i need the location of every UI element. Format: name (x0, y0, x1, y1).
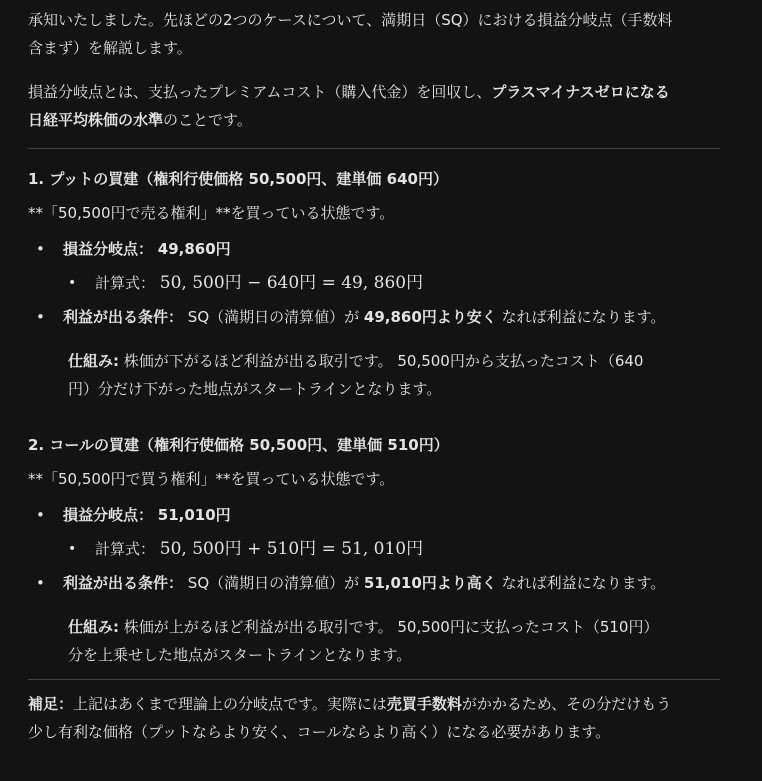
definition-text-a: 損益分岐点とは、支払ったプレミアムコスト（購入代金）を回収し、 (28, 83, 492, 101)
put-condition-text-a: SQ（満期日の清算値）が (187, 308, 360, 326)
put-breakeven-value: 49,860円 (157, 240, 231, 258)
call-mechanism-line-1 (68, 613, 720, 641)
put-condition-emphasis: 49,860円より安く (363, 308, 497, 326)
put-mechanism-line-1 (68, 347, 720, 375)
supplement-line-1 (28, 690, 720, 718)
put-condition-item (28, 303, 720, 331)
put-mechanism-label: 仕組み: (68, 352, 119, 370)
intro-line-2: 含まず）を解説します。 (28, 39, 192, 57)
put-calc-item (28, 269, 720, 297)
call-note: **「50,500円で買う権利」**を買っている状態です。 (28, 470, 395, 488)
call-mechanism-text-1: 株価が上がるほど利益が出る取引です。 50,500円に支払ったコスト（510円） (123, 618, 659, 636)
supplement-text-c: がかかるため、その分だけもう (461, 695, 672, 713)
supplement-label: 補足： (28, 695, 74, 713)
definition-line-1 (28, 78, 720, 106)
call-condition-text-c: なれば利益になります。 (501, 574, 666, 592)
supplement-text-a: 上記はあくまで理論上の分岐点です。実際には (73, 695, 387, 713)
put-condition-label: 利益が出る条件： (63, 308, 184, 326)
definition-emphasis-a: プラスマイナスゼロになる (491, 83, 670, 101)
call-calc-item (28, 535, 720, 563)
call-heading: 2. コールの買建（権利行使価格 50,500円、建単価 510円） (28, 436, 449, 454)
put-note: **「50,500円で売る権利」**を買っている状態です。 (28, 204, 395, 222)
call-calc-formula: 50, 500円 + 510円 = 51, 010円 (159, 539, 424, 559)
definition-line-2 (28, 106, 720, 134)
call-condition-label: 利益が出る条件： (63, 574, 184, 592)
put-calc-formula: 50, 500円 − 640円 = 49, 860円 (159, 273, 424, 293)
put-heading: 1. プットの買建（権利行使価格 50,500円、建単価 640円） (28, 170, 448, 188)
response-content (28, 6, 720, 746)
call-calc-label: 計算式： (95, 540, 156, 558)
call-mechanism-label: 仕組み: (68, 618, 119, 636)
put-condition-text-c: なれば利益になります。 (501, 308, 666, 326)
call-breakeven-value: 51,010円 (157, 506, 231, 524)
call-breakeven-label: 損益分岐点： (63, 506, 154, 524)
put-breakeven-item (28, 235, 720, 263)
supplement-line-2: 少し有利な価格（プットならより安く、コールならより高く）になる必要があります。 (28, 723, 611, 741)
intro-paragraph (28, 6, 720, 62)
put-calc-label: 計算式： (95, 274, 156, 292)
definition-text-b: のことです。 (163, 111, 252, 129)
call-breakeven-item (28, 501, 720, 529)
definition-emphasis-b: 日経平均株価の水準 (28, 111, 164, 129)
put-mechanism (28, 347, 720, 403)
call-condition-emphasis: 51,010円より高く (363, 574, 497, 592)
definition-paragraph (28, 78, 720, 134)
put-breakeven-label: 損益分岐点： (63, 240, 154, 258)
call-mechanism-line-2: 分を上乗せした地点がスタートラインとなります。 (68, 646, 412, 664)
call-condition-item (28, 569, 720, 597)
put-mechanism-text-1: 株価が下がるほど利益が出る取引です。 50,500円から支払ったコスト（640 (123, 352, 644, 370)
supplement-paragraph (28, 690, 720, 746)
intro-line-1: 承知いたしました。先ほどの2つのケースについて、満期日（SQ）における損益分岐点（手数料 (28, 11, 673, 29)
supplement-emphasis: 売買手数料 (386, 695, 462, 713)
put-mechanism-line-2: 円）分だけ下がった地点がスタートラインとなります。 (68, 380, 442, 398)
call-mechanism (28, 613, 720, 669)
call-condition-text-a: SQ（満期日の清算値）が (187, 574, 360, 592)
